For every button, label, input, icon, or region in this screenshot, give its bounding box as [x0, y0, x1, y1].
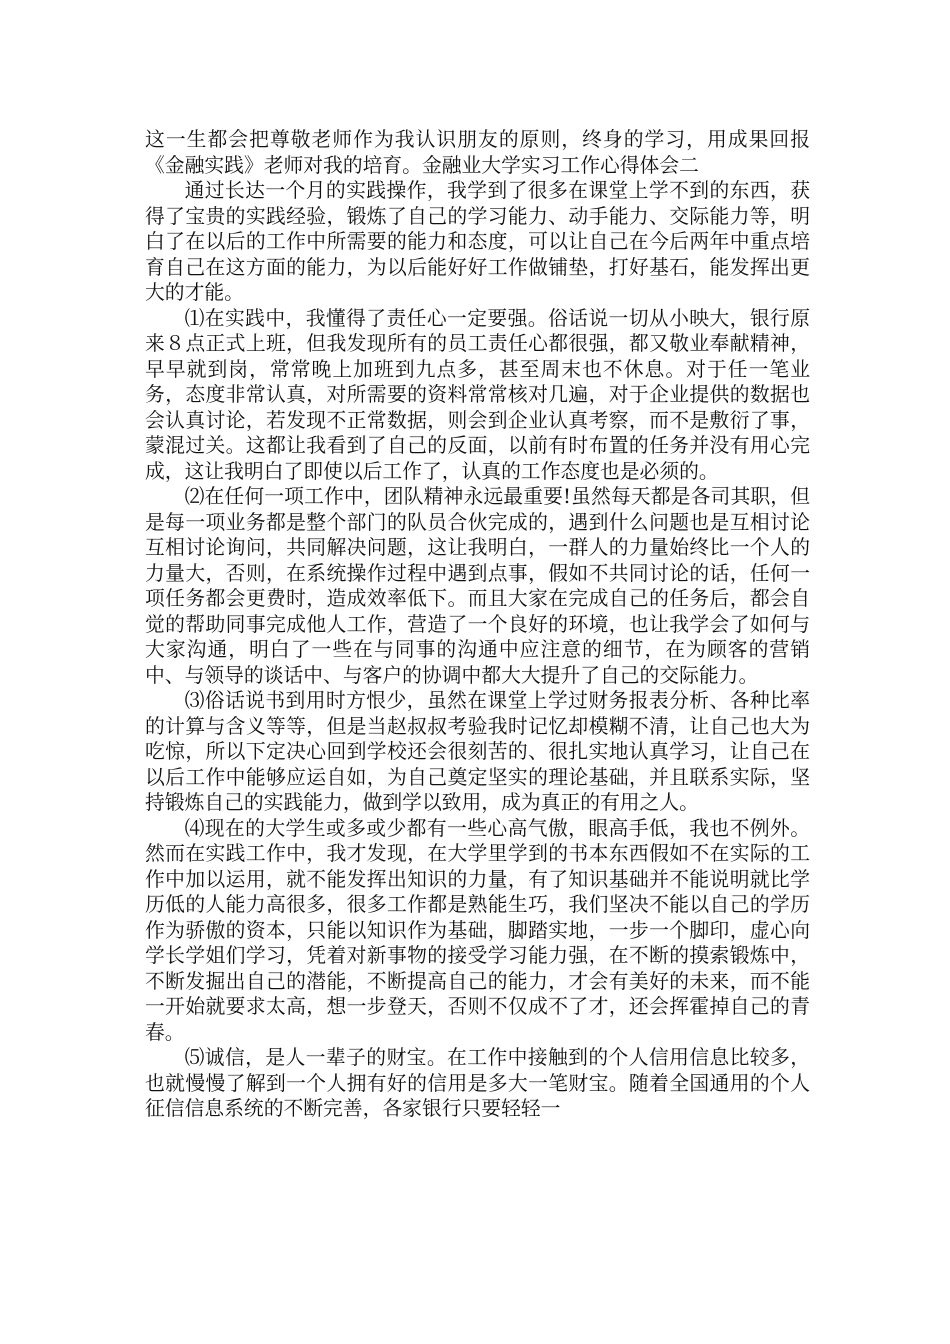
paragraph-practice-overview: 通过长达一个月的实践操作，我学到了很多在课堂上学不到的东西，获得了宝贵的实践经验，锻炼了自己的学习能力、动手能力、交际能力等，明白了在以后的工作中所需要的能力和态度，可以让自己在今后两年中重点培育自己在这方面的能力，为以后能好好工作做铺垫，打好基石，能发挥出更大的才能。	[145, 179, 810, 304]
paragraph-intro-continuation: 这一生都会把尊敬老师作为我认识朋友的原则，终身的学习，用成果回报《金融实践》老师对我的培育。金融业大学实习工作心得体会二	[145, 128, 810, 177]
paragraph-point-3-study: ⑶俗话说书到用时方恨少，虽然在课堂上学过财务报表分析、各种比率的计算与含义等等，但是当赵叔叔考验我时记忆却模糊不清，让自己也大为吃惊，所以下定决心回到学校还会很刻苦的、很扎实地认真学习，让自己在以后工作中能够应运自如，为自己奠定坚实的理论基础，并且联系实际，坚持锻炼自己的实践能力，做到学以致用，成为真正的有用之人。	[145, 689, 810, 814]
paragraph-point-4-humility: ⑷现在的大学生或多或少都有一些心高气傲，眼高手低，我也不例外。然而在实践工作中，我才发现，在大学里学到的书本东西假如不在实际的工作中加以运用，就不能发挥出知识的力量，有了知识基础并不能说明就比学历低的人能力高很多，很多工作都是熟能生巧，我们坚决不能以自己的学历作为骄傲的资本，只能以知识作为基础，脚踏实地，一步一个脚印，虚心向学长学姐们学习，凭着对新事物的接受学习能力强，在不断的摸索锻炼中，不断发掘出自己的潜能，不断提高自己的能力，才会有美好的未来，而不能一开始就要求太高，想一步登天，否则不仅成不了才，还会挥霍掉自己的青春。	[145, 816, 810, 1044]
document-page	[145, 127, 810, 1122]
paragraph-point-1-responsibility: ⑴在实践中，我懂得了责任心一定要强。俗话说一切从小映大，银行原来８点正式上班，但我发现所有的员工责任心都很强，都又敬业奉献精神，早早就到岗，常常晚上加班到九点多，甚至周末也不休息。对于任一笔业务，态度非常认真，对所需要的资料常常核对几遍，对于企业提供的数据也会认真讨论，若发现不正常数据，则会到企业认真考察，而不是敷衍了事，蒙混过关。这都让我看到了自己的反面，以前有时布置的任务并没有用心完成，这让我明白了即使以后工作了，认真的工作态度也是必须的。	[145, 306, 810, 483]
paragraph-point-5-integrity: ⑸诚信，是人一辈子的财宝。在工作中接触到的个人信用信息比较多，也就慢慢了解到一个人拥有好的信用是多大一笔财宝。随着全国通用的个人征信信息系统的不断完善，各家银行只要轻轻一	[145, 1046, 810, 1120]
paragraph-point-2-teamwork: ⑵在任何一项工作中，团队精神永远最重要!虽然每天都是各司其职，但是每一项业务都是整个部门的队员合伙完成的，遇到什么问题也是互相讨论互相讨论询问，共同解决问题，这让我明白，一群人的力量始终比一个人的力量大，否则，在系统操作过程中遇到点事，假如不共同讨论的话，任何一项任务都会更费时，造成效率低下。而且大家在完成自己的任务后，都会自觉的帮助同事完成他人工作，营造了一个良好的环境，也让我学会了如何与大家沟通，明白了一些在与同事的沟通中应注意的细节，在为顾客的营销中、与领导的谈话中、与客户的协调中都大大提升了自己的交际能力。	[145, 485, 810, 687]
